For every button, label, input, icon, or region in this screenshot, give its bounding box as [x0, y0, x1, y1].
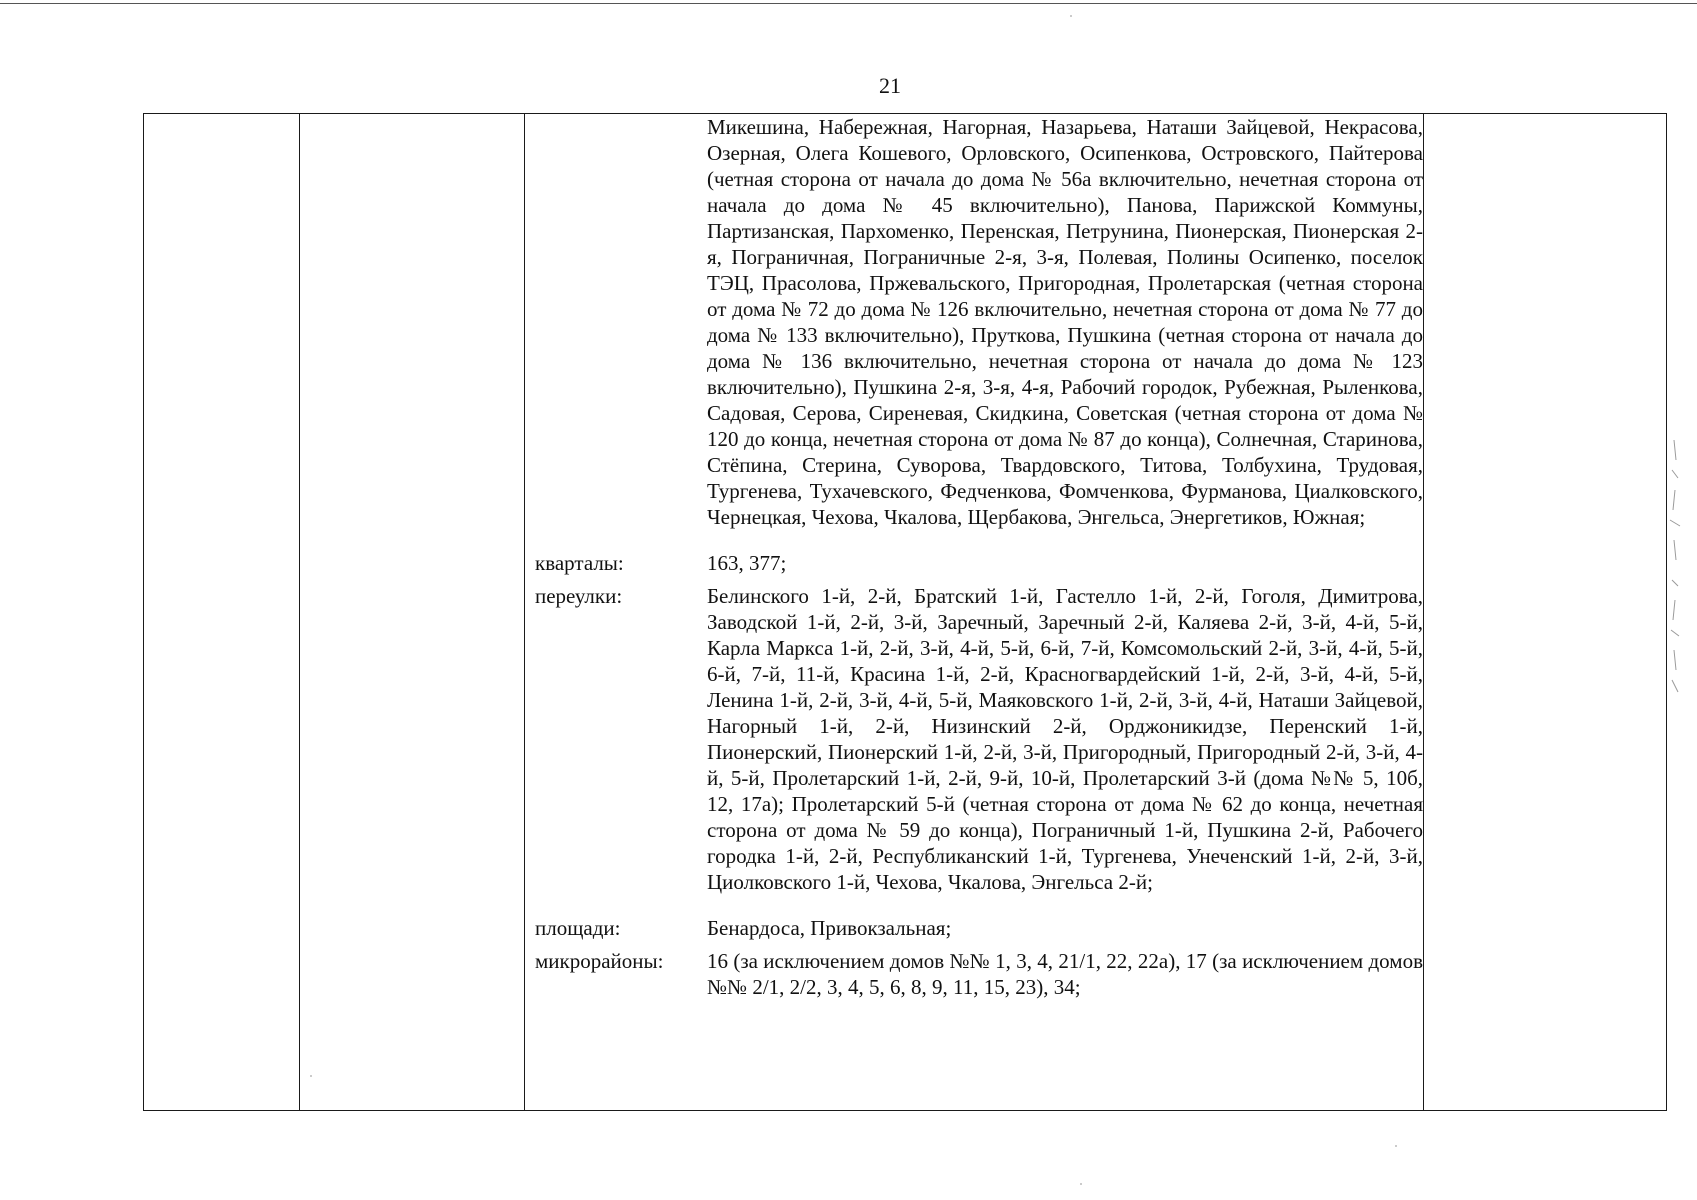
table-cell-empty-1 — [144, 114, 300, 1111]
scan-speck — [1070, 15, 1072, 17]
quarters-block — [525, 550, 1423, 576]
lanes-list: Белинского 1-й, 2-й, Братский 1-й, Гастелло 1-й, 2-й, Гоголя, Димитрова, Заводской 1-й, 2-й, 3-й, Заречный, Заречный 2-й, Каляева 2-й, 3-й, 4-й, 5-й, Карла Маркса 1-й, 2-й, 3-й, 4-й, 5-й, 6-й, 7-й, Комсомольский 2-й, 3-й, 4-й, 5-й, 6-й, 7-й, 11-й, Красина 1-й, 2-й, Красногвардейский 1-й, 2-й, 3-й, 4-й, 5-й, Ленина 1-й, 2-й, 3-й, 4-й, 5-й, Маяковского 1-й, 2-й, 3-й, 4-й, Наташи Зайцевой, Нагорный 1-й, 2-й, Низинский 2-й, Орджоникидзе, Перенский 1-й, Пионерский, Пионерский 1-й, 2-й, 3-й, Пригородный, Пригородный 2-й, 3-й, 4-й, 5-й, Пролетарский 1-й, 2-й, 9-й, 10-й, Пролетарский 3-й (дома №№ 5, 10б, 12, 17а); Пролетарский 5-й (четная сторона от дома № 62 до конца, нечетная сторона от дома № 59 до конца), Пограничный 1-й, Пушкина 2-й, Рабочего городка 1-й, 2-й, Республиканский 1-й, Тургенева, Унеченский 1-й, 2-й, 3-й, Циолковского 1-й, Чехова, Чкалова, Энгельса 2-й; — [707, 584, 1423, 894]
streets-list: Микешина, Набережная, Нагорная, Назарьева, Наташи Зайцевой, Некрасова, Озерная, Олега Кошевого, Орловского, Осипенкова, Островского, Пайтерова (четная сторона от начала до дома № 56а включительно, нечетная сторона от начала до дома № 45 включительно), Панова, Парижской Коммуны, Партизанская, Пархоменко, Перенская, Петрунина, Пионерская, Пионерская 2-я, Пограничная, Пограничные 2-я, 3-я, Полевая, Полины Осипенко, поселок ТЭЦ, Прасолова, Пржевальского, Пригородная, Пролетарская (четная сторона от дома № 72 до дома № 126 включительно, нечетная сторона от дома № 77 до дома № 133 включительно), Пруткова, Пушкина (четная сторона от начала до дома № 136 включительно, нечетная сторона от начала до дома № 123 включительно), Пушкина 2-я, 3-я, 4-я, Рабочий городок, Рубежная, Рыленкова, Садовая, Серова, Сиреневая, Скидкина, Советская (четная сторона от дома № 120 до конца, нечетная сторона от дома № 87 до конца), Солнечная, Старинова, Стёпина, Стерина, Суворова, Твардовского, Титова, Толбухина, Трудовая, Тургенева, Тухачевского, Федченкова, Фомченкова, Фурманова, Циалковского, Чернецкая, Чехова, Чкалова, Щербакова, Энгельса, Энергетиков, Южная; — [707, 115, 1423, 529]
squares-block — [525, 915, 1423, 941]
squares-list: Бенардоса, Привокзальная; — [707, 916, 952, 940]
streets-label — [525, 114, 707, 530]
scan-edge-artifact — [1660, 430, 1690, 700]
squares-label: площади: — [535, 916, 621, 940]
lanes-label: переулки: — [535, 584, 623, 608]
scan-speck — [310, 1075, 312, 1077]
scan-speck — [1080, 1183, 1082, 1185]
lanes-block — [525, 583, 1423, 895]
scan-speck — [1395, 1145, 1397, 1147]
page-number: 21 — [879, 73, 901, 98]
streets-block — [525, 114, 1423, 530]
quarters-list: 163, 377; — [707, 551, 787, 575]
microdistricts-list: 16 (за исключением домов №№ 1, 3, 4, 21/1, 22, 22а), 17 (за исключением домов №№ 2/1, 2/2, 3, 4, 5, 6, 8, 9, 11, 15, 23), 34; — [707, 949, 1423, 999]
table-row — [144, 114, 1667, 1111]
microdistricts-block — [525, 948, 1423, 1000]
microdistricts-label: микрорайоны: — [535, 949, 664, 973]
top-border-line — [0, 3, 1697, 4]
district-table — [143, 113, 1667, 1111]
table-cell-empty-4 — [1424, 114, 1667, 1111]
table-cell-empty-2 — [300, 114, 525, 1111]
table-cell-addresses — [525, 114, 1424, 1111]
quarters-label: кварталы: — [535, 551, 624, 575]
